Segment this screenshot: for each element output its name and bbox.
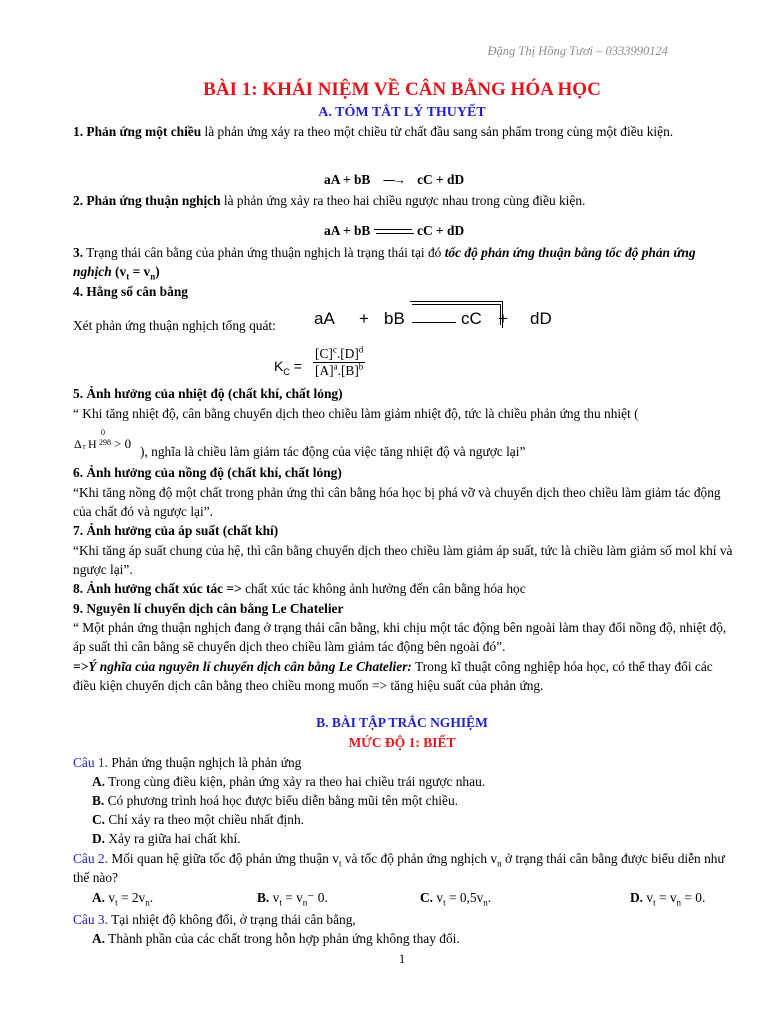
p8-heading: 8. Ảnh hưởng chất xúc tác =>	[73, 581, 242, 596]
option-key: C.	[420, 890, 434, 905]
paragraph-1	[73, 122, 737, 141]
q3-option-a[interactable]	[92, 929, 460, 948]
opt-pre: v	[105, 890, 116, 905]
paragraph-7-text: “Khi tăng áp suất chung của hệ, thì cân bằng chuyển dịch theo chiều làm giảm áp suất, tức là chiều làm giảm số mol khí và ngược lại”.	[73, 543, 733, 578]
q1-label: Câu 1.	[73, 755, 108, 770]
option-key: D.	[92, 831, 106, 846]
eq1-right: cC + dD	[417, 172, 465, 187]
q1-option-d[interactable]	[92, 829, 241, 848]
den-b-exp: b	[358, 361, 364, 372]
dh-h: H	[88, 437, 97, 451]
dh-sub: 298	[99, 438, 111, 447]
question-1	[73, 753, 737, 772]
q2-text-2: và tốc độ phản ứng nghịch v	[341, 851, 498, 866]
q2-label: Câu 2.	[73, 851, 108, 866]
p3-paren: (v	[111, 264, 127, 280]
opt-sub2: n	[483, 897, 488, 908]
general-eq-b: bB	[384, 309, 405, 328]
opt-sub: t	[443, 897, 446, 908]
q1-text: Phản ứng thuận nghịch là phản ứng	[107, 755, 302, 770]
paragraph-4-text: Xét phản ứng thuận nghịch tổng quát:	[73, 318, 276, 333]
q1-option-c[interactable]	[92, 810, 304, 829]
lesson-title: BÀI 1: KHÁI NIỆM VỀ CÂN BẰNG HÓA HỌC	[203, 79, 601, 100]
option-key: B.	[92, 793, 105, 808]
option-text: Chỉ xảy ra theo một chiều nhất định.	[105, 812, 304, 827]
paragraph-6-text: “Khi tăng nồng độ một chất trong phản ứng thì cân bằng hóa học bị phá vỡ và chuyển dịch theo chiều làm giảm tác động của chất đó và ngược lại”.	[73, 485, 721, 520]
option-key: A.	[92, 890, 106, 905]
paragraph-9-text: “ Một phản ứng thuận nghịch đang ở trạng thái cân bằng, khi chịu một tác động bên ngoài làm thay đổi nồng độ, nhiệt độ, áp suất thì cân bằng sẽ chuyển dịch theo chiều làm giảm tác động bên ngoài đó”.	[73, 620, 727, 655]
q2-option-c[interactable]	[420, 888, 491, 907]
paragraph-3	[73, 243, 737, 281]
opt-text: = v	[281, 890, 303, 905]
dh-sup: 0	[101, 428, 105, 437]
q2-text-3: ở trạng thái cân bằng được biểu diễn như thế nào?	[73, 851, 725, 886]
p1-text: là phản ứng xảy ra theo một chiều từ chất đầu sang sản phẩm trong cùng một điều kiện.	[201, 124, 674, 139]
p2-text: là phản ứng xảy ra theo hai chiều ngược nhau trong cùng điều kiện.	[220, 193, 586, 208]
q2-sub-t: t	[338, 858, 342, 869]
p9-meaning-label: =>Ý nghĩa của nguyên lí chuyển dịch cân bằng Le Chatelier:	[73, 659, 412, 674]
option-key: D.	[630, 890, 644, 905]
question-2	[73, 849, 737, 887]
num-c-exp: c	[332, 344, 337, 355]
opt-sub: t	[653, 897, 656, 908]
opt-sub2: n	[676, 897, 682, 908]
q3-text: Tại nhiệt độ không đổi, ở trạng thái cân bằng,	[107, 912, 356, 927]
paragraph-5-heading	[73, 384, 737, 403]
general-eq-plus2: +	[498, 309, 508, 328]
num-c: [C]	[315, 346, 333, 361]
p3-eq: = v	[129, 264, 151, 280]
kc-symbol	[274, 357, 302, 376]
equilibrium-arrow-icon	[374, 227, 414, 237]
den-b: .[B]	[337, 363, 359, 378]
opt-post: .	[149, 890, 154, 905]
general-eq-d: dD	[530, 309, 552, 328]
option-text: Thành phần của các chất trong hỗn hợp phản ứng không thay đổi.	[105, 931, 460, 946]
p6-heading: 6. Ảnh hưởng của nồng độ (chất khí, chất lỏng)	[73, 465, 342, 480]
one-way-arrow-icon: ⎯⎯→	[383, 172, 405, 187]
option-text: Có phương trình hoá học được biểu diễn bằng mũi tên một chiều.	[104, 793, 458, 808]
p3-emphasis: tốc độ phản ứng thuận bằng tốc độ phản ứng nghịch	[73, 245, 696, 280]
paragraph-7-heading	[73, 521, 737, 540]
opt-post: ⁻ 0.	[307, 890, 328, 905]
opt-sub2: n	[302, 897, 308, 908]
p3-sub-t: t	[126, 271, 130, 282]
q2-option-a[interactable]	[92, 888, 153, 907]
general-eq-a: aA	[314, 309, 335, 328]
dh-r: r	[83, 442, 86, 451]
equation-one-way	[324, 170, 464, 189]
p9-heading: 9. Nguyên lí chuyển dịch cân bằng Le Chatelier	[73, 601, 344, 616]
section-a-heading: A. TÓM TẮT LÝ THUYẾT	[318, 105, 486, 120]
kc-fraction	[313, 346, 365, 379]
opt-post: = 0.	[681, 890, 706, 905]
kc-equals: =	[289, 358, 302, 374]
den-a-exp: a	[333, 361, 338, 372]
eq1-left: aA + bB	[324, 172, 371, 187]
opt-pre: v	[433, 890, 444, 905]
p2-heading: 2. Phản ứng thuận nghịch	[73, 193, 221, 208]
option-key: B.	[257, 890, 270, 905]
p3-sub-n: n	[150, 271, 156, 282]
paragraph-6-heading	[73, 463, 737, 482]
p3-close: )	[155, 264, 160, 280]
kc-denominator	[313, 363, 365, 379]
opt-post: .	[487, 890, 492, 905]
opt-text: = 0,5v	[445, 890, 484, 905]
level-heading: MỨC ĐỘ 1: BIẾT	[348, 735, 456, 750]
q2-text: Mối quan hệ giữa tốc độ phản ứng thuận v	[107, 851, 339, 866]
opt-sub2: n	[145, 897, 150, 908]
equation-reversible	[324, 221, 464, 240]
p3-text: Trạng thái cân bằng của phản ứng thuận nghịch là trạng thái tại đó	[83, 245, 445, 260]
page-number: 1	[398, 951, 406, 966]
paragraph-2	[73, 191, 737, 210]
p1-heading: 1. Phản ứng một chiều	[73, 124, 202, 139]
kc-k: K	[274, 358, 284, 374]
q1-option-b[interactable]	[92, 791, 458, 810]
p8-text: chất xúc tác không ảnh hưởng đến cân bằng hóa học	[241, 581, 526, 596]
general-eq-plus1: +	[359, 309, 369, 328]
paragraph-9-meaning	[73, 657, 737, 695]
paragraph-8	[73, 579, 737, 598]
den-a: [A]	[315, 363, 334, 378]
general-eq-c: cC	[461, 309, 482, 328]
opt-pre: v	[643, 890, 654, 905]
option-text: Xảy ra giữa hai chất khí.	[105, 831, 241, 846]
q2-option-d[interactable]	[630, 888, 705, 907]
opt-pre: v	[269, 890, 280, 905]
author-header: Đặng Thị Hồng Tươi – 0333990124	[487, 44, 668, 58]
eq2-right: cC + dD	[417, 223, 465, 238]
paragraph-9-heading	[73, 599, 737, 618]
p9-meaning-text: Trong kĩ thuật công nghiệp hóa học, có thể thay đổi các điều kiện chuyển dịch cân bằng theo chiều mong muốn => tăng hiệu suất của phản ứng.	[73, 659, 713, 694]
opt-sub: t	[115, 897, 118, 908]
kc-numerator	[313, 346, 365, 363]
p3-number: 3.	[73, 245, 84, 260]
eq2-left: aA + bB	[324, 223, 371, 238]
q2-sub-n: n	[497, 858, 502, 869]
section-b-heading: B. BÀI TẬP TRẮC NGHIỆM	[316, 715, 488, 730]
paragraph-4-heading	[73, 282, 737, 301]
dh-gt: > 0	[114, 436, 132, 451]
q3-label: Câu 3.	[73, 912, 108, 927]
p7-heading: 7. Ảnh hưởng của áp suất (chất khí)	[73, 523, 279, 538]
paragraph-5-text: “ Khi tăng nhiệt độ, cân bằng chuyển dịch theo chiều làm giảm nhiệt độ, tức là chiều phản ứng thu nhiệt (	[73, 406, 639, 421]
option-key: A.	[92, 774, 106, 789]
p5-heading: 5. Ảnh hưởng của nhiệt độ (chất khí, chất lỏng)	[73, 386, 343, 401]
option-key: C.	[92, 812, 106, 827]
option-text: Trong cùng điều kiện, phản ứng xảy ra theo hai chiều trái ngược nhau.	[105, 774, 486, 789]
q1-option-a[interactable]	[92, 772, 485, 791]
option-key: A.	[92, 931, 106, 946]
q2-option-b[interactable]	[257, 888, 328, 907]
kc-sub: C	[283, 366, 290, 377]
num-d: .[D]	[336, 346, 359, 361]
opt-text: = 2v	[117, 890, 146, 905]
paragraph-5-text-2: ), nghĩa là chiều làm giảm tác động của việc tăng nhiệt độ và ngược lại”	[140, 444, 526, 459]
num-d-exp: d	[358, 344, 364, 355]
p4-heading: 4. Hằng số cân bằng	[73, 284, 188, 299]
opt-sub: t	[279, 897, 282, 908]
equilibrium-lower-arrow-icon	[412, 322, 456, 323]
question-3	[73, 910, 737, 929]
delta-symbol: Δ	[74, 437, 82, 451]
opt-text: = v	[655, 890, 677, 905]
